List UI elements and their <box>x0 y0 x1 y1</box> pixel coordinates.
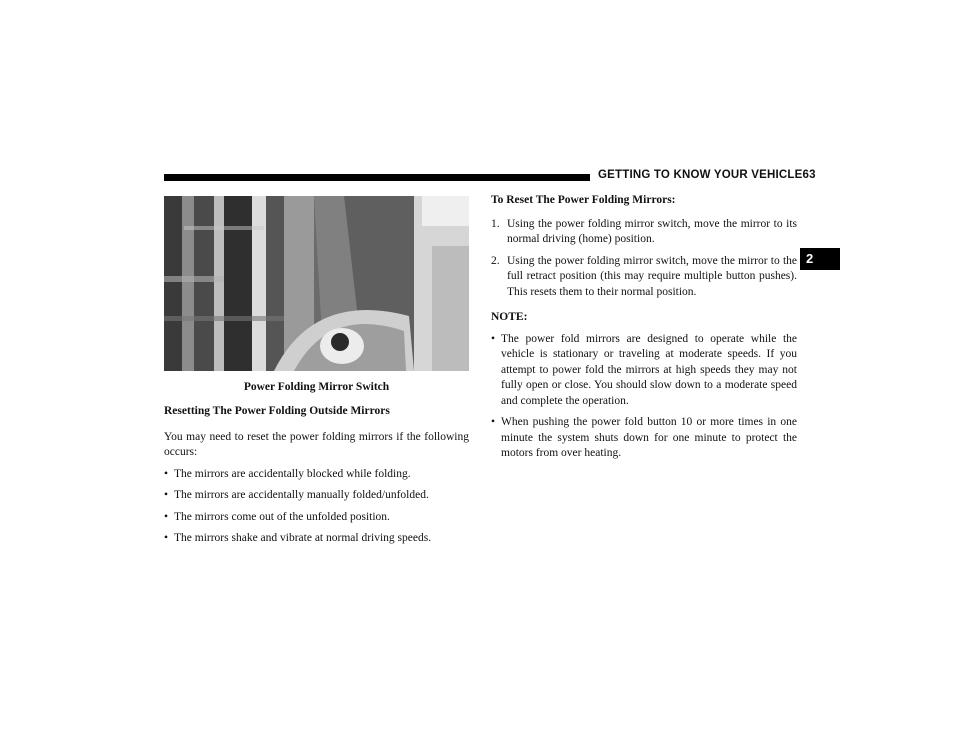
section-heading: Resetting The Power Folding Outside Mirrors <box>164 405 390 417</box>
chapter-tab: 2 <box>800 248 840 270</box>
page-number: 63 <box>802 169 816 181</box>
bullet-symbol: • <box>491 416 496 428</box>
bullet-symbol: • <box>491 332 496 345</box>
bullet-symbol: • <box>164 532 169 544</box>
list-item: • The mirrors are accidentally blocked while folding. <box>164 467 469 483</box>
step-item: 2. Using the power folding mirror switch, move the mirror to the full retract position (this may require multiple button pushes). This resets them to their normal position. <box>491 254 797 298</box>
figure-caption: Power Folding Mirror Switch <box>243 381 390 393</box>
note-label: NOTE: <box>491 311 528 323</box>
section-title: GETTING TO KNOW YOUR VEHICLE <box>598 169 803 181</box>
mirror-switch-photo <box>164 196 469 371</box>
list-item: • The mirrors shake and vibrate at normal driving speeds. <box>164 531 469 547</box>
procedure-heading: To Reset The Power Folding Mirrors: <box>491 194 676 206</box>
photo-image <box>164 196 469 371</box>
list-item: • The mirrors are accidentally manually folded/unfolded. <box>164 488 469 504</box>
bullet-symbol: • <box>164 510 169 523</box>
intro-paragraph: You may need to reset the power folding mirrors if the following occurs: <box>164 430 469 458</box>
bullet-symbol: • <box>164 489 169 501</box>
header-rule <box>164 174 590 181</box>
bullet-symbol: • <box>164 467 169 480</box>
list-item: • The mirrors come out of the unfolded position. <box>164 510 469 526</box>
right-column <box>491 193 797 462</box>
running-header <box>598 169 816 185</box>
left-column <box>164 404 469 547</box>
note-item: • The power fold mirrors are designed to operate while the vehicle is stationary or traveling at moderate speeds. If you attempt to power fold the mirrors at high speeds they may not fully open or close. You should slow down to a moderate speed and complete the operation. <box>491 332 797 410</box>
step-item: 1. Using the power folding mirror switch, move the mirror to its normal driving (home) position. <box>491 217 797 245</box>
note-item: • When pushing the power fold button 10 or more times in one minute the system shuts down for one minute to protect the motors from over heating. <box>491 415 797 462</box>
